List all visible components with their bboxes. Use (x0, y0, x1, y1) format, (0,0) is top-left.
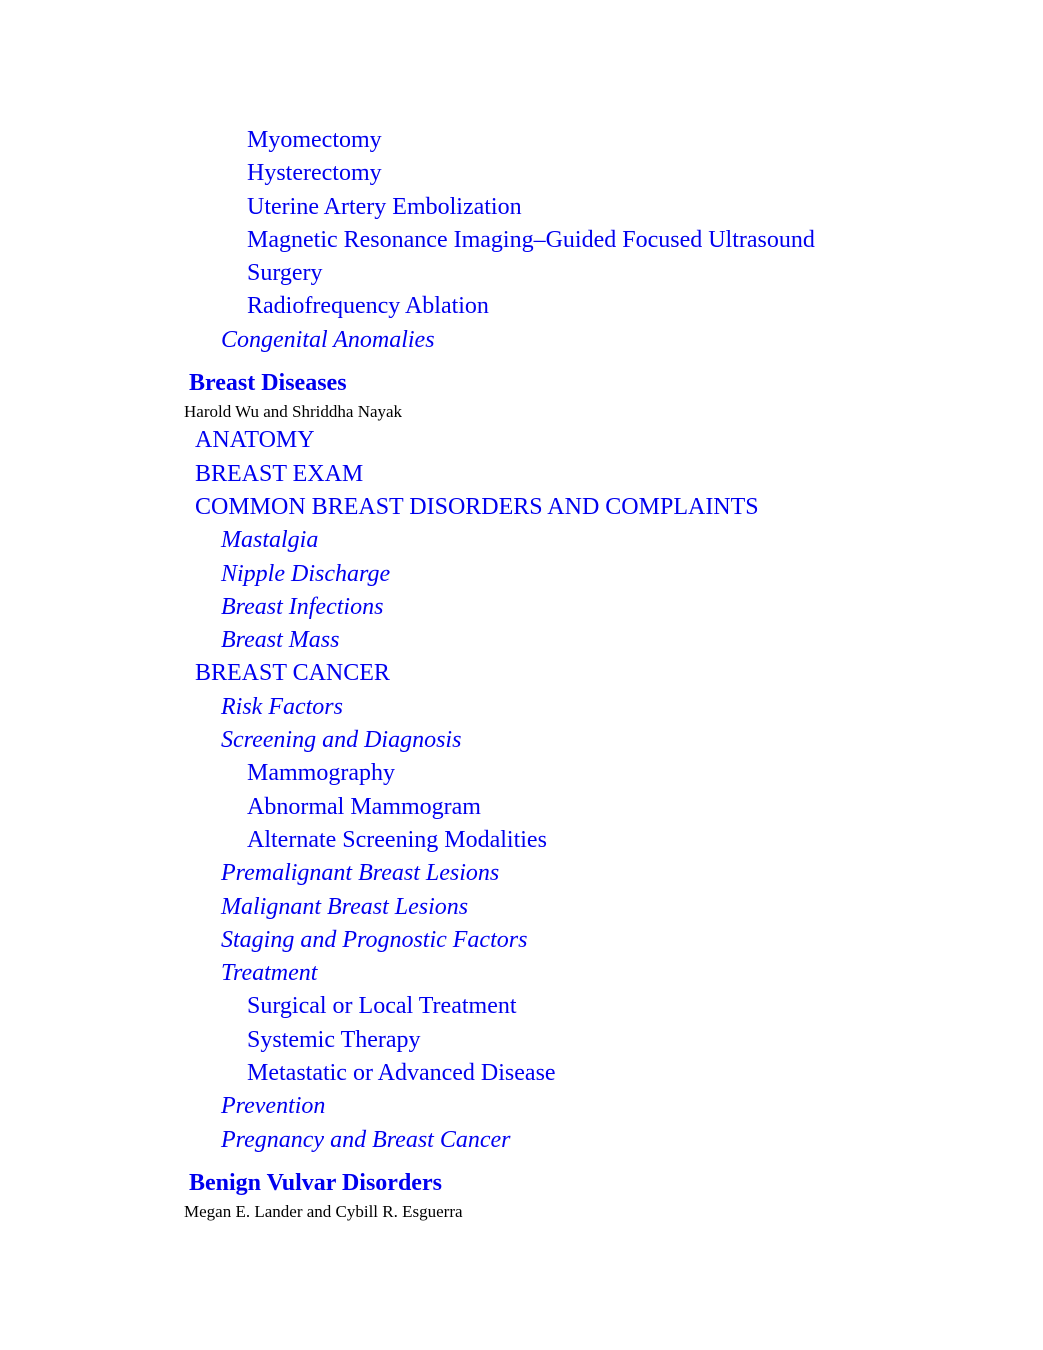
toc-link-mastalgia[interactable]: Mastalgia (221, 527, 319, 554)
toc-link-uterine-artery-embolization[interactable]: Uterine Artery Embolization (247, 193, 522, 220)
toc-link-myomectomy[interactable]: Myomectomy (247, 127, 382, 153)
toc-link-treatment[interactable]: Treatment (221, 960, 318, 987)
toc-link-hysterectomy[interactable]: Hysterectomy (247, 160, 382, 187)
toc-link-abnormal-mammogram[interactable]: Abnormal Mammogram (247, 793, 481, 820)
toc-link-staging-and-prognostic-factors[interactable]: Staging and Prognostic Factors (221, 926, 528, 953)
toc-link-common-breast-disorders[interactable]: COMMON BREAST DISORDERS AND COMPLAINTS (195, 493, 759, 520)
toc-link-radiofrequency-ablation[interactable]: Radiofrequency Ablation (247, 293, 489, 320)
toc-link-surgical-or-local-treatment[interactable]: Surgical or Local Treatment (247, 993, 517, 1020)
toc-link-breast-mass[interactable]: Breast Mass (221, 627, 340, 654)
toc-link-mammography[interactable]: Mammography (247, 760, 395, 787)
toc-link-anatomy[interactable]: ANATOMY (195, 427, 315, 454)
toc-link-risk-factors[interactable]: Risk Factors (221, 693, 343, 720)
toc-link-prevention[interactable]: Prevention (221, 1093, 326, 1120)
toc-link-congenital-anomalies[interactable]: Congenital Anomalies (221, 326, 435, 353)
table-of-contents (0, 124, 1043, 1224)
chapter-title-benign-vulvar-disorders[interactable]: Benign Vulvar Disorders (189, 1169, 442, 1196)
toc-link-screening-and-diagnosis[interactable]: Screening and Diagnosis (221, 727, 462, 754)
toc-link-pregnancy-and-breast-cancer[interactable]: Pregnancy and Breast Cancer (221, 1126, 511, 1153)
toc-link-systemic-therapy[interactable]: Systemic Therapy (247, 1026, 421, 1053)
toc-link-nipple-discharge[interactable]: Nipple Discharge (221, 560, 391, 587)
toc-link-metastatic-or-advanced-disease[interactable]: Metastatic or Advanced Disease (247, 1060, 556, 1087)
toc-link-breast-cancer[interactable]: BREAST CANCER (195, 660, 390, 687)
chapter-authors: Megan E. Lander and Cybill R. Esguerra (184, 1202, 463, 1222)
chapter-authors: Harold Wu and Shriddha Nayak (184, 402, 403, 422)
toc-link-breast-exam[interactable]: BREAST EXAM (195, 460, 364, 487)
toc-link-surgery[interactable]: Surgery (247, 260, 323, 287)
toc-link-malignant-breast-lesions[interactable]: Malignant Breast Lesions (221, 893, 469, 920)
chapter-title-breast-diseases[interactable]: Breast Diseases (189, 370, 347, 397)
toc-link-premalignant-breast-lesions[interactable]: Premalignant Breast Lesions (221, 860, 500, 887)
toc-link-alternate-screening-modalities[interactable]: Alternate Screening Modalities (247, 826, 547, 853)
toc-link-breast-infections[interactable]: Breast Infections (221, 593, 384, 620)
toc-link-mri-guided-focused-ultrasound[interactable]: Magnetic Resonance Imaging–Guided Focused Ultrasound (247, 226, 815, 253)
